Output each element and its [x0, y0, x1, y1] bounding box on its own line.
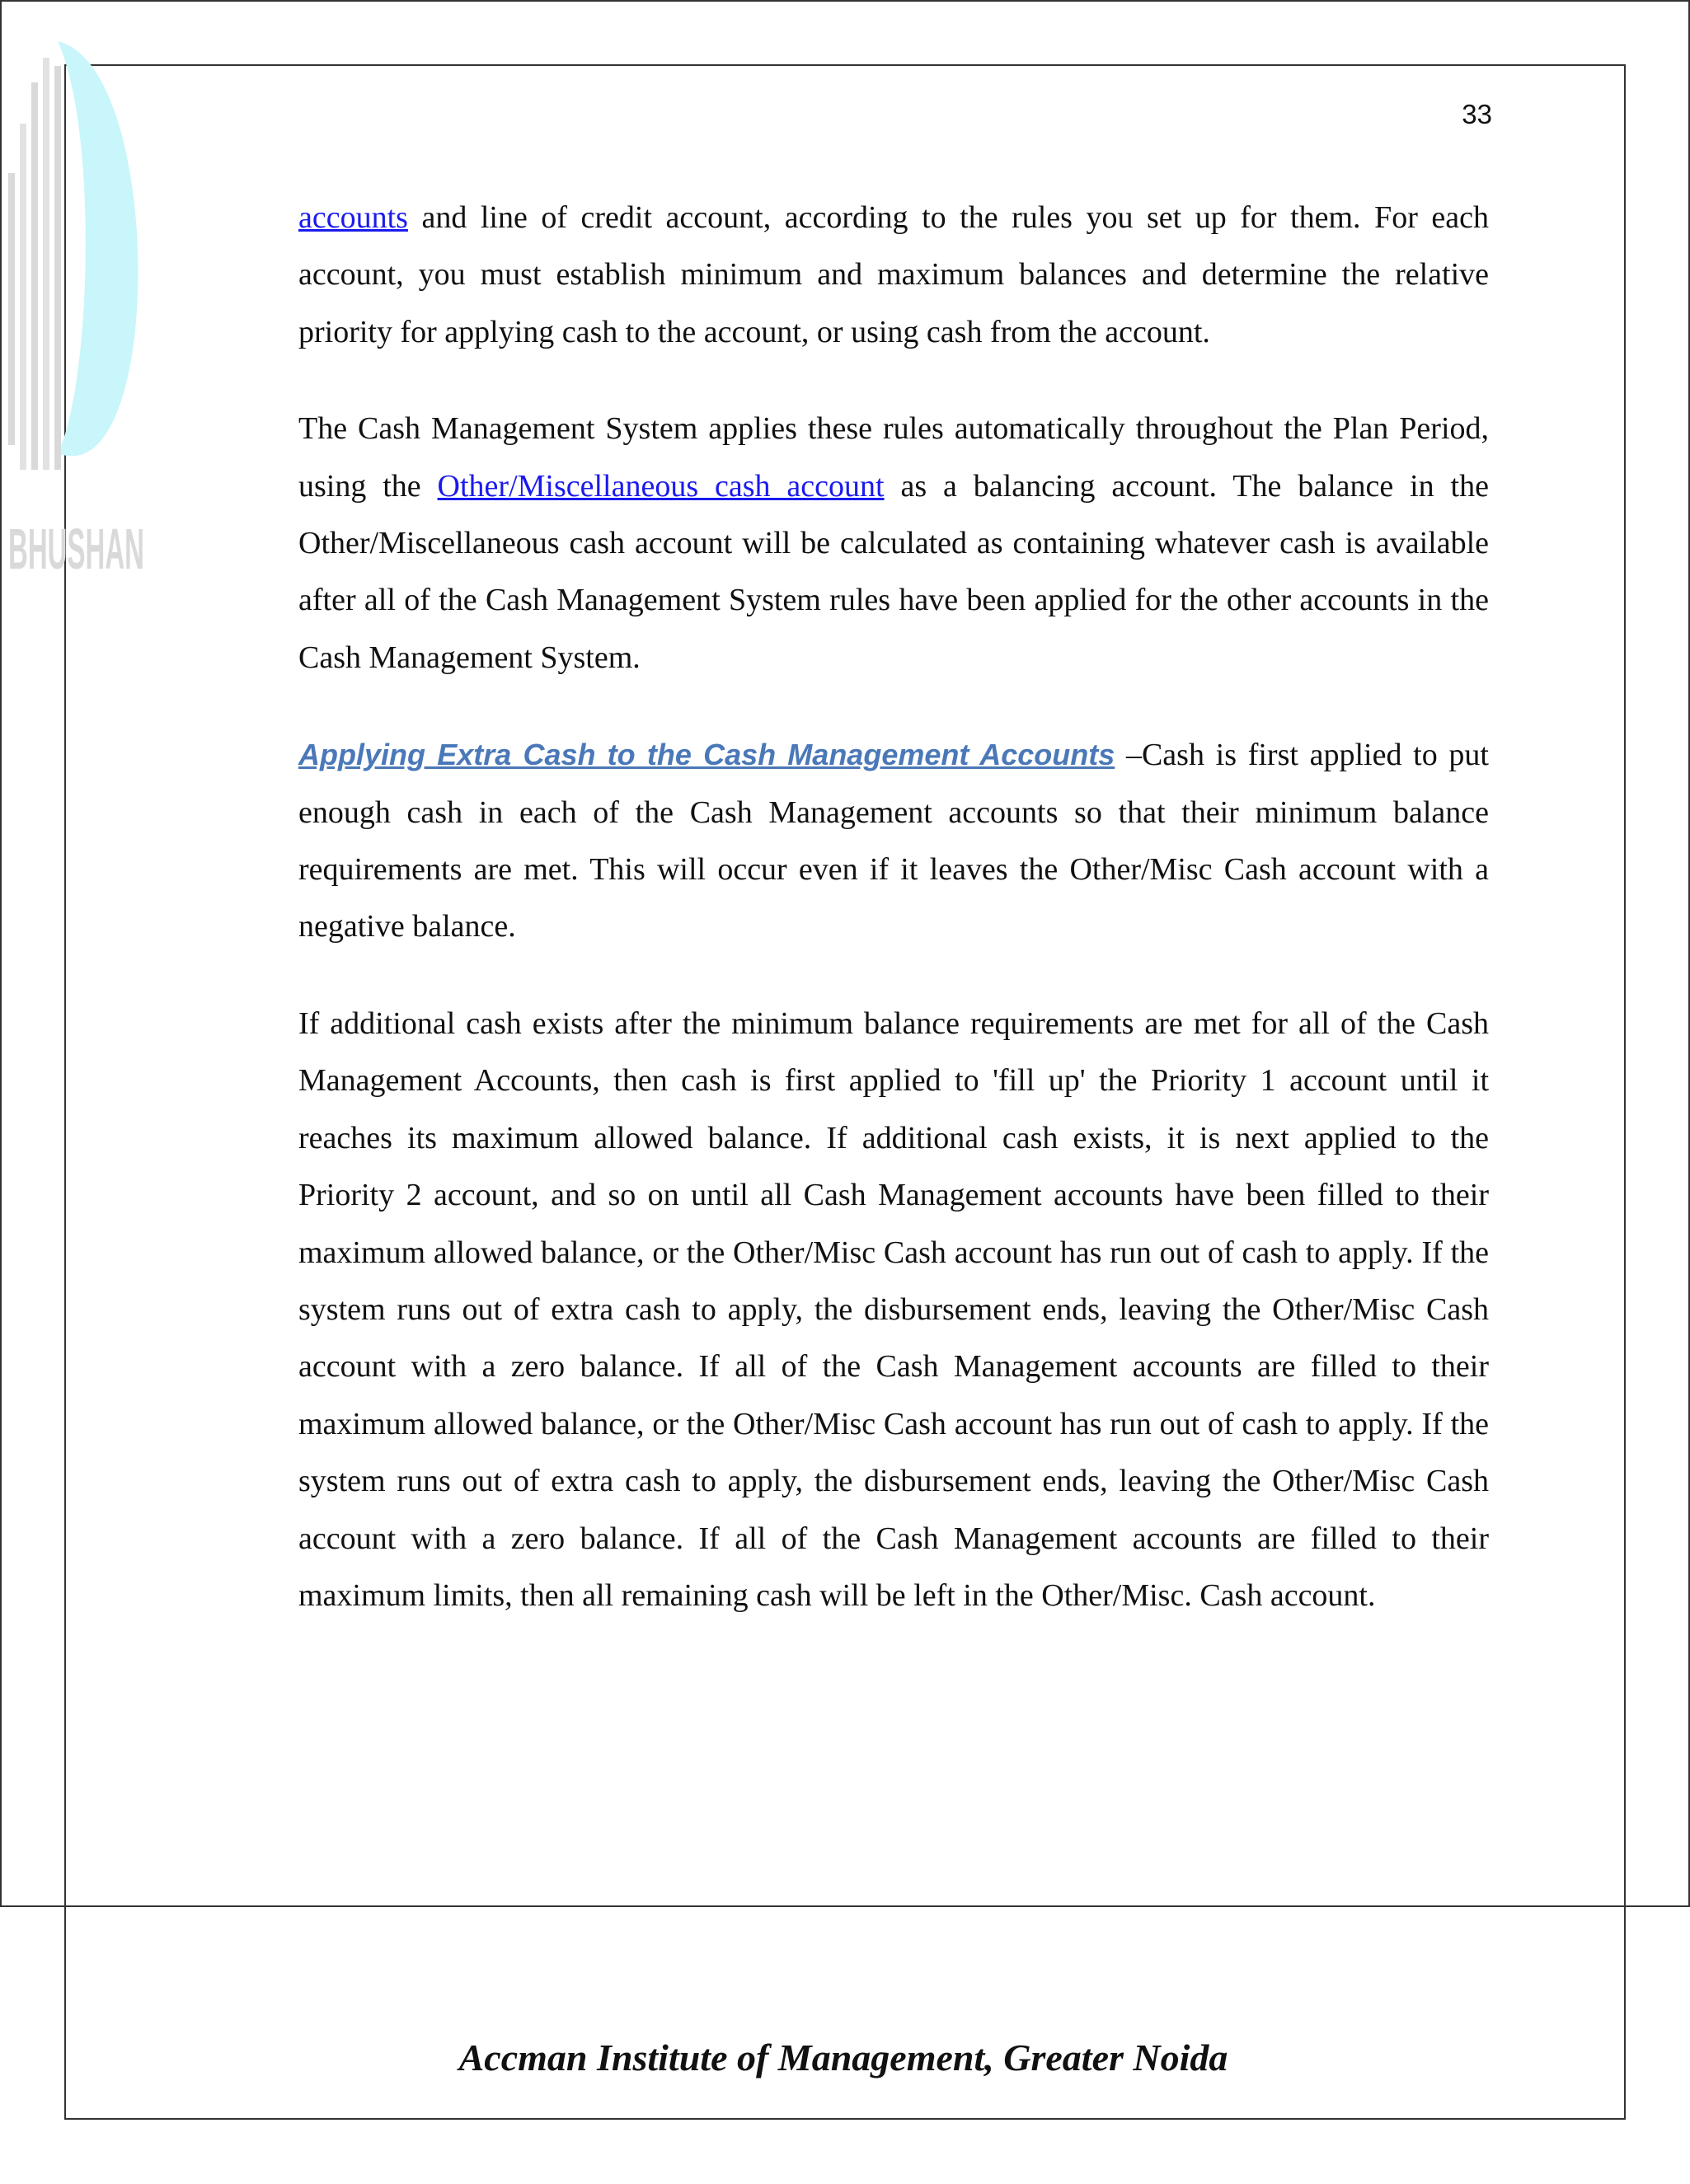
- paragraph-2-text-before: The Cash Management System applies these rules automatically throughout the Plan Period, using the: [298, 411, 1489, 504]
- paragraph-additional-cash: [298, 996, 1489, 1624]
- watermark-bar-4: [43, 58, 49, 470]
- watermark-text: BHUSHAN: [8, 517, 144, 581]
- paragraph-cash-management-system: [298, 401, 1489, 687]
- section-heading-applying-extra-cash: Applying Extra Cash to the Cash Management Accounts: [298, 738, 1115, 772]
- document-body: [298, 190, 1489, 1664]
- watermark-bar-1: [8, 173, 15, 445]
- accounts-link[interactable]: accounts: [298, 200, 408, 235]
- paragraph-4-text: If additional cash exists after the minimum balance requirements are met for all of the Cash Management Accounts, then cash is first applied to 'fill up' the Priority 1 account until it reaches its maximum allowed balance. If additional cash exists, it is next applied to the Priority 2 account, and so on until all Cash Management accounts have been filled to their maximum allowed balance, or the Other/Misc Cash account has run out of cash to apply. If the system runs out of extra cash to apply, the disbursement ends, leaving the Other/Misc Cash account with a zero balance. If all of the Cash Management accounts are filled to their maximum allowed balance, or the Other/Misc Cash account has run out of cash to apply. If the system runs out of extra cash to apply, the disbursement ends, leaving the Other/Misc Cash account with a zero balance. If all of the Cash Management accounts are filled to their maximum limits, then all remaining cash will be left in the Other/Misc. Cash account.: [298, 1005, 1489, 1613]
- page-number: 33: [1462, 99, 1492, 129]
- bhushan-logo-watermark: [0, 33, 165, 593]
- watermark-bar-5: [54, 66, 61, 470]
- other-misc-cash-account-link[interactable]: Other/Miscellaneous cash account: [437, 468, 885, 504]
- paragraph-1-text: and line of credit account, according to the rules you set up for them. For each account, you must establish minimum and maximum balances and determine the relative priority for applying cash to the account, or using cash from the account.: [298, 200, 1489, 349]
- paragraph-applying-extra-cash: [298, 726, 1489, 956]
- watermark-bar-3: [31, 82, 38, 470]
- paragraph-2-text-after: as a balancing account. The balance in the Other/Miscellaneous cash account will be calculated as containing whatever cash is available after all of the Cash Management System rules have been applied for the other accounts in the Cash Management System.: [298, 468, 1489, 675]
- paragraph-accounts-rules: [298, 190, 1489, 361]
- footer-institute-name: Accman Institute of Management, Greater Noida: [458, 2036, 1228, 2079]
- watermark-cyan-arc: [58, 41, 138, 456]
- watermark-bar-2: [20, 124, 26, 470]
- paragraph-3-text: –Cash is first applied to put enough cash in each of the Cash Management accounts so that their minimum balance requirements are met. This will occur even if it leaves the Other/Misc Cash account with a negative balance.: [298, 738, 1489, 944]
